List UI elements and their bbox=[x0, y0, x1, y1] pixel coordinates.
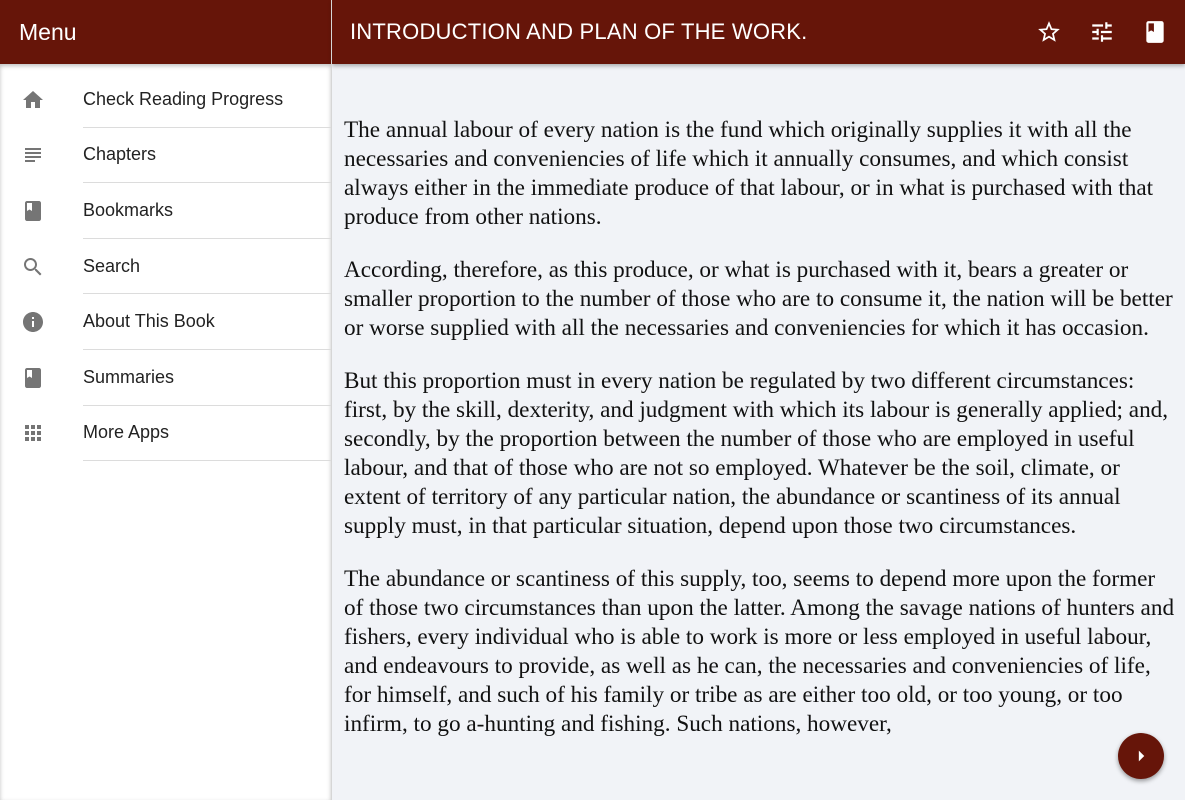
tune-sliders-icon bbox=[1089, 19, 1115, 45]
sidebar-item-label: Bookmarks bbox=[83, 183, 331, 239]
home-icon bbox=[21, 88, 45, 112]
sidebar-item-check-reading-progress[interactable] bbox=[0, 72, 331, 128]
sidebar-item-label: About This Book bbox=[83, 294, 331, 350]
book-icon bbox=[21, 199, 45, 223]
list-icon bbox=[21, 143, 45, 167]
menu-header bbox=[0, 0, 331, 64]
chapter-title: INTRODUCTION AND PLAN OF THE WORK. bbox=[350, 19, 808, 44]
paragraph: The abundance or scantiness of this supply, too, seems to depend more upon the former of those two circumstances than upon the latter. Among the savage nations of hunters and fishers, every individual who is able to work is more or less employed in useful labour, and endeavours to provide, as well as he can, the necessaries and conveniencies of life, for himself, and such of his family or tribe as are either too old, or too young, or too infirm, to go a-hunting and fishing. Such nations, however, bbox=[344, 566, 1175, 737]
next-page-button[interactable] bbox=[1118, 733, 1164, 779]
sidebar-item-search[interactable] bbox=[0, 239, 331, 295]
book-icon bbox=[1142, 19, 1168, 45]
apps-grid-icon bbox=[21, 421, 45, 445]
paragraph: But this proportion must in every nation be regulated by two different circumstances: first, by the skill, dexterity, and judgment with which its labour is generally applied; and, secondly, by the proportion between the number of those who are employed in useful labour, and that of those who are not so employed. Whatever be the soil, climate, or extent of territory of any particular nation, the abundance or scantiness of its annual supply must, in that particular situation, depend upon those two circumstances. bbox=[344, 368, 1169, 539]
settings-tune-button[interactable] bbox=[1082, 12, 1122, 52]
book-button[interactable] bbox=[1135, 12, 1175, 52]
sidebar-item-bookmarks[interactable] bbox=[0, 183, 331, 239]
sidebar-item-about-this-book[interactable] bbox=[0, 294, 331, 350]
app-bar bbox=[332, 0, 1185, 64]
paragraph: The annual labour of every nation is the fund which originally supplies it with all the necessaries and conveniencies of life which it annually consumes, and which consist always either in the immediate produce of that labour, or in what is purchased with that produce from other nations. bbox=[344, 117, 1154, 230]
sidebar-item-chapters[interactable] bbox=[0, 128, 331, 184]
info-icon bbox=[21, 310, 45, 334]
bookmark-star-button[interactable] bbox=[1029, 12, 1069, 52]
sidebar-item-more-apps[interactable] bbox=[0, 406, 331, 462]
chevron-right-icon bbox=[1128, 743, 1154, 769]
menu-title: Menu bbox=[19, 18, 77, 45]
sidebar-item-label: Summaries bbox=[83, 350, 331, 406]
star-outline-icon bbox=[1036, 19, 1062, 45]
book-icon bbox=[21, 366, 45, 390]
reading-pane[interactable] bbox=[332, 64, 1185, 800]
sidebar-item-summaries[interactable] bbox=[0, 350, 331, 406]
sidebar-item-label: Search bbox=[83, 239, 331, 295]
paragraph: According, therefore, as this produce, or what is purchased with it, bears a greater or smaller proportion to the number of those who are to consume it, the nation will be better or worse supplied with all the necessaries and conveniencies for which it has occasion. bbox=[344, 257, 1173, 341]
sidebar-item-label: Chapters bbox=[83, 128, 331, 184]
search-icon bbox=[21, 255, 45, 279]
sidebar-item-label: Check Reading Progress bbox=[83, 72, 331, 128]
sidebar bbox=[0, 64, 331, 800]
sidebar-item-label: More Apps bbox=[83, 406, 331, 462]
